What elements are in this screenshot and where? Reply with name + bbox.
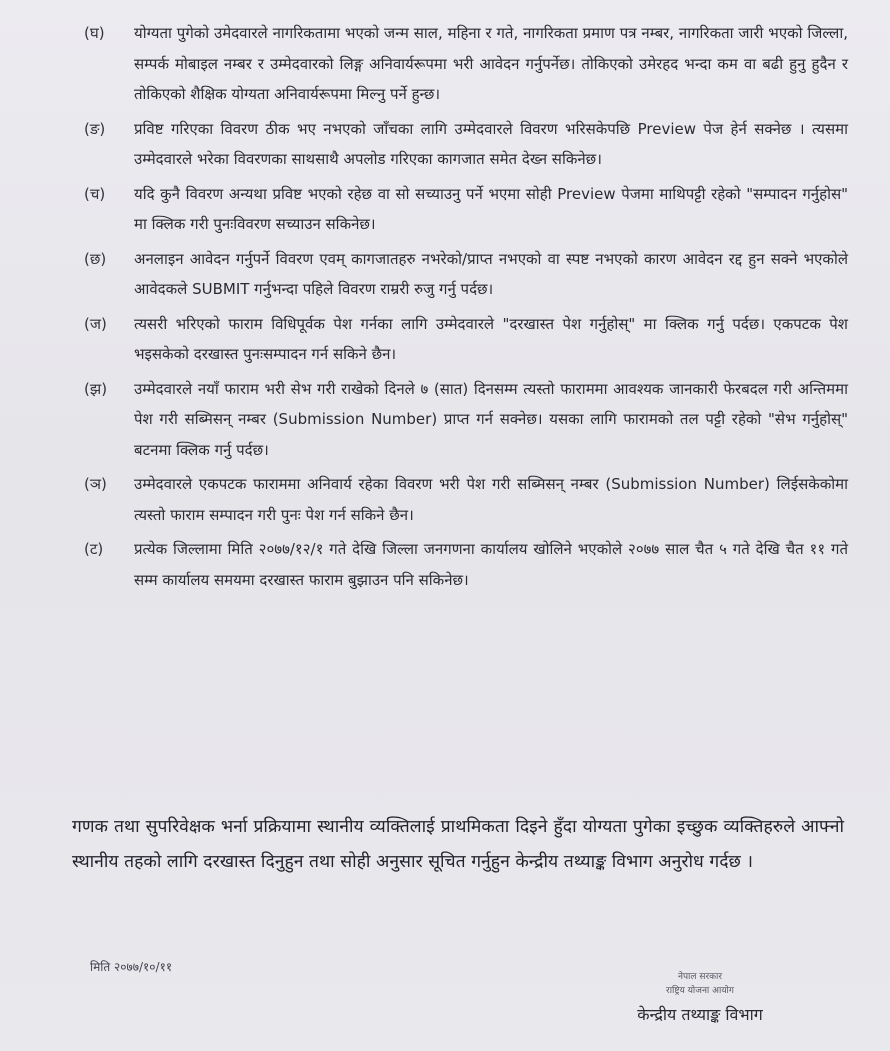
item-marker: (ङ) (84, 119, 106, 138)
item-text: यदि कुनै विवरण अन्यथा प्रविष्ट भएको रहेछ वा सो सच्याउनु पर्ने भएमा सोही Preview पेजमा माथिपट्टी रहेको "सम्पादन गर्नुहोस" मा क्लिक गरी पुनःविवरण सच्याउन सकिनेछ। (134, 184, 848, 233)
signature-line-commission: राष्ट्रिय योजना आयोग (666, 986, 734, 996)
notice-date: मिति २०७७/१०/११ (90, 960, 173, 974)
item-text: योग्यता पुगेको उमेदवारले नागरिकतामा भएको जन्म साल, महिना र गते, नागरिकता प्रमाण पत्र नम्बर, नागरिकता जारी भएको जिल्ला, सम्पर्क मोबाइल नम्बर र उम्मेदवारको लिङ्ग अनिवार्यरूपमा भरी आवेदन गर्नुपर्नेछ। तोकिएको उमेरहद भन्दा कम वा बढी हुनु हुदैन र तोकिएको शैक्षिक योग्यता अनिवार्यरूपमा मिल्नु पर्ने हुन्छ। (134, 24, 848, 103)
list-item (78, 309, 848, 370)
closing-paragraph: गणक तथा सुपरिवेक्षक भर्ना प्रक्रियामा स्थानीय व्यक्तिलाई प्राथमिकता दिइने हुँदा योग्यता पुगेका इच्छुक व्यक्तिहरुले आफ्नो स्थानीय तहको लागि दरखास्त दिनुहुन तथा सोही अनुसार सूचित गर्नुहुन केन्द्रीय तथ्याङ्क विभाग अनुरोध गर्दछ । (72, 816, 844, 872)
item-text: अनलाइन आवेदन गर्नुपर्ने विवरण एवम् कागजातहरु नभरेको/प्राप्त नभएको वा स्पष्ट नभएको कारण आवेदन रद्द हुन सक्ने भएकोले आवेदकले SUBMIT गर्नुभन्दा पहिले विवरण राम्ररी रुजु गर्नु पर्दछ। (134, 249, 848, 298)
list-item (78, 114, 848, 175)
instruction-list (78, 18, 848, 599)
list-item (78, 534, 848, 595)
item-text: उम्मेदवारले नयाँ फाराम भरी सेभ गरी राखेको दिनले ७ (सात) दिनसम्म त्यस्तो फाराममा आवश्यक जानकारी फेरबदल गरी अन्तिममा पेश गरी सब्मिसन् नम्बर (Submission Number) प्राप्त गर्न सक्नेछ। यसका लागि फारामको तल पट्टी रहेको "सेभ गर्नुहोस्" बटनमा क्लिक गर्नु पर्दछ। (134, 379, 848, 459)
list-item (78, 18, 848, 110)
item-text: त्यसरी भरिएको फाराम विधिपूर्वक पेश गर्नका लागि उम्मेदवारले "दरखास्त पेश गर्नुहोस्" मा क्लिक गर्नु पर्दछ। एकपटक पेश भइसकेको दरखास्त पुनःसम्पादन गर्न सकिने छैन। (134, 314, 848, 363)
item-marker: (ज) (84, 314, 107, 333)
item-text: उम्मेदवारले एकपटक फाराममा अनिवार्य रहेका विवरण भरी पेश गरी सब्मिसन् नम्बर (Submission Number) लिईसकेकोमा त्यस्तो फाराम सम्पादन गरी पुनः पेश गर्न सकिने छैन। (134, 475, 848, 524)
item-marker: (च) (84, 184, 106, 203)
list-item (78, 469, 848, 530)
list-item (78, 179, 848, 240)
signature-line-government: नेपाल सरकार (677, 972, 723, 982)
item-marker: (झ) (84, 379, 108, 398)
item-marker: (ट) (84, 540, 104, 558)
signature-line-department: केन्द्रीय तथ्याङ्क विभाग (637, 1005, 763, 1024)
item-marker: (ञ) (84, 475, 107, 493)
item-marker: (घ) (84, 24, 105, 42)
signature-block (590, 970, 810, 1026)
item-text: प्रविष्ट गरिएका विवरण ठीक भए नभएको जाँचका लागि उम्मेदवारले विवरण भरिसकेपछि Preview पेज हेर्न सक्नेछ । त्यसमा उम्मेदवारले भरेका विवरणका साथसाथै अपलोड गरिएका कागजात समेत देख्न सकिनेछ। (134, 119, 848, 168)
item-marker: (छ) (84, 249, 107, 268)
list-item (78, 374, 848, 466)
item-text: प्रत्येक जिल्लामा मिति २०७७/१२/१ गते देखि जिल्ला जनगणना कार्यालय खोलिने भएकोले २०७७ साल चैत ५ गते देखि चैत ११ गते सम्म कार्यालय समयमा दरखास्त फाराम बुझाउन पनि सकिनेछ। (134, 540, 848, 589)
list-item (78, 244, 848, 305)
